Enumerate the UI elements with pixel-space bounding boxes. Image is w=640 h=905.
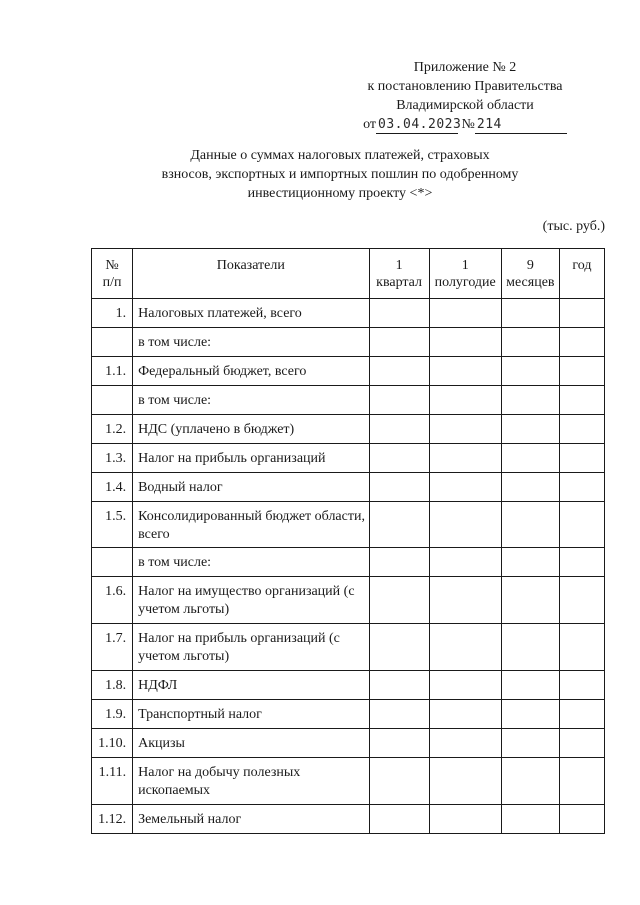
table-row [92, 386, 605, 415]
number-sign: № [461, 117, 475, 132]
row-label: в том числе: [138, 335, 212, 350]
row-label: Налог на прибыль организаций (с учетом льготы) [138, 631, 340, 664]
value-cell-h1 [429, 624, 501, 671]
row-label-cell [133, 805, 369, 834]
value-cell-q1 [369, 805, 429, 834]
row-number: 1.6. [105, 584, 127, 599]
row-number [92, 328, 126, 334]
row-number: 1.3. [105, 451, 127, 466]
row-label-cell [133, 415, 369, 444]
value-cell-h1 [429, 548, 501, 577]
row-number-cell [92, 548, 133, 577]
header-number-abbr: п/п [102, 275, 122, 290]
row-number [92, 548, 126, 554]
value-cell-m9 [501, 357, 559, 386]
table-row [92, 548, 605, 577]
value-cell-h1 [429, 671, 501, 700]
table-row [92, 444, 605, 473]
value-cell-q1 [369, 624, 429, 671]
row-label-cell [133, 548, 369, 577]
row-label-cell [133, 357, 369, 386]
value-cell-year [559, 386, 604, 415]
value-cell-m9 [501, 328, 559, 357]
title-line-2: взносов, экспортных и импортных пошлин по одобренному [161, 167, 519, 182]
header-year-label: год [572, 258, 592, 273]
table-row [92, 758, 605, 805]
value-cell-m9 [501, 805, 559, 834]
value-cell-q1 [369, 444, 429, 473]
table-row [92, 473, 605, 502]
table-row [92, 415, 605, 444]
units-label: (тыс. руб.) [542, 219, 605, 234]
row-label-cell [133, 671, 369, 700]
value-cell-m9 [501, 729, 559, 758]
title-line-1: Данные о суммах налоговых платежей, страховых [190, 148, 490, 163]
row-label: в том числе: [138, 393, 212, 408]
header-h1-num: 1 [461, 258, 469, 273]
value-cell-m9 [501, 502, 559, 548]
row-number-cell [92, 415, 133, 444]
header-number [92, 249, 133, 299]
from-label: от [363, 117, 377, 132]
row-label-cell [133, 729, 369, 758]
value-cell-h1 [429, 805, 501, 834]
row-number: 1.8. [105, 678, 127, 693]
appendix-region: Владимирской области [396, 98, 534, 113]
value-cell-year [559, 415, 604, 444]
value-cell-h1 [429, 386, 501, 415]
value-cell-year [559, 357, 604, 386]
row-number: 1.1. [105, 364, 127, 379]
row-number-cell [92, 758, 133, 805]
value-cell-h1 [429, 299, 501, 328]
row-label: НДФЛ [138, 678, 178, 693]
value-cell-q1 [369, 548, 429, 577]
header-year [559, 249, 604, 299]
row-label-cell [133, 502, 369, 548]
value-cell-m9 [501, 548, 559, 577]
tax-data-table [91, 248, 605, 834]
title-line-3: инвестиционному проекту <*> [247, 186, 433, 201]
value-cell-year [559, 805, 604, 834]
table-row [92, 328, 605, 357]
value-cell-year [559, 444, 604, 473]
table-row [92, 624, 605, 671]
value-cell-q1 [369, 386, 429, 415]
value-cell-q1 [369, 700, 429, 729]
row-label: Транспортный налог [138, 707, 262, 722]
value-cell-q1 [369, 729, 429, 758]
row-label: Федеральный бюджет, всего [138, 364, 307, 379]
row-label: в том числе: [138, 555, 212, 570]
appendix-title: Приложение № 2 [413, 60, 517, 75]
row-number-cell [92, 577, 133, 624]
appendix-header [300, 58, 630, 134]
value-cell-m9 [501, 624, 559, 671]
value-cell-h1 [429, 328, 501, 357]
row-label-cell [133, 386, 369, 415]
value-cell-q1 [369, 671, 429, 700]
row-label: Земельный налог [138, 812, 242, 827]
header-indicators-label: Показатели [216, 258, 285, 273]
row-number-cell [92, 473, 133, 502]
row-number: 1.9. [105, 707, 127, 722]
header-m9 [501, 249, 559, 299]
value-cell-year [559, 299, 604, 328]
row-label-cell [133, 473, 369, 502]
row-number-cell [92, 671, 133, 700]
row-label: Налог на имущество организаций (с учетом льготы) [138, 584, 355, 617]
header-m9-label: месяцев [506, 275, 555, 290]
header-number-sign: № [105, 258, 119, 273]
value-cell-m9 [501, 758, 559, 805]
row-label: Консолидированный бюджет области, всего [138, 509, 365, 542]
document-title [140, 146, 540, 203]
value-cell-year [559, 700, 604, 729]
value-cell-year [559, 548, 604, 577]
header-q1-label: квартал [376, 275, 423, 290]
row-number-cell [92, 502, 133, 548]
row-number-cell [92, 444, 133, 473]
value-cell-year [559, 671, 604, 700]
table-row [92, 805, 605, 834]
value-cell-m9 [501, 386, 559, 415]
value-cell-q1 [369, 758, 429, 805]
value-cell-h1 [429, 729, 501, 758]
row-label-cell [133, 758, 369, 805]
row-number [92, 386, 126, 392]
value-cell-q1 [369, 577, 429, 624]
value-cell-q1 [369, 299, 429, 328]
value-cell-h1 [429, 357, 501, 386]
row-number-cell [92, 357, 133, 386]
value-cell-h1 [429, 758, 501, 805]
table-row [92, 502, 605, 548]
value-cell-year [559, 624, 604, 671]
row-number: 1.2. [105, 422, 127, 437]
row-number-cell [92, 299, 133, 328]
row-number-cell [92, 328, 133, 357]
row-number: 1.12. [98, 812, 127, 827]
row-number: 1.10. [98, 736, 127, 751]
row-label: Водный налог [138, 480, 223, 495]
table-header-row [92, 249, 605, 299]
value-cell-h1 [429, 473, 501, 502]
value-cell-q1 [369, 473, 429, 502]
row-number-cell [92, 729, 133, 758]
value-cell-h1 [429, 700, 501, 729]
row-number-cell [92, 624, 133, 671]
header-h1 [429, 249, 501, 299]
row-label-cell [133, 328, 369, 357]
value-cell-year [559, 758, 604, 805]
header-q1-num: 1 [395, 258, 403, 273]
row-number: 1.4. [105, 480, 127, 495]
value-cell-h1 [429, 444, 501, 473]
value-cell-h1 [429, 502, 501, 548]
value-cell-m9 [501, 415, 559, 444]
value-cell-q1 [369, 415, 429, 444]
value-cell-year [559, 502, 604, 548]
appendix-date-line [300, 115, 630, 134]
value-cell-q1 [369, 357, 429, 386]
value-cell-q1 [369, 328, 429, 357]
header-indicators [133, 249, 369, 299]
row-label-cell [133, 444, 369, 473]
row-label-cell [133, 299, 369, 328]
row-label: Налог на добычу полезных ископаемых [138, 765, 301, 798]
row-number: 1. [115, 306, 127, 321]
value-cell-m9 [501, 577, 559, 624]
row-number-cell [92, 805, 133, 834]
value-cell-m9 [501, 700, 559, 729]
decree-date: 03.04.2023 [378, 117, 462, 132]
row-label: Налог на прибыль организаций [138, 451, 326, 466]
row-label: Акцизы [138, 736, 185, 751]
row-label-cell [133, 624, 369, 671]
value-cell-h1 [429, 415, 501, 444]
header-h1-label: полугодие [434, 275, 496, 290]
value-cell-m9 [501, 473, 559, 502]
row-label-cell [133, 700, 369, 729]
appendix-decree: к постановлению Правительства [367, 79, 563, 94]
row-label: НДС (уплачено в бюджет) [138, 422, 295, 437]
header-q1 [369, 249, 429, 299]
table-row [92, 729, 605, 758]
value-cell-m9 [501, 444, 559, 473]
header-m9-num: 9 [526, 258, 534, 273]
table-row [92, 299, 605, 328]
decree-number: 214 [475, 117, 567, 134]
value-cell-year [559, 729, 604, 758]
row-label: Налоговых платежей, всего [138, 306, 302, 321]
row-number-cell [92, 700, 133, 729]
row-number: 1.5. [105, 509, 127, 524]
value-cell-year [559, 473, 604, 502]
table-row [92, 671, 605, 700]
value-cell-q1 [369, 502, 429, 548]
row-number: 1.7. [105, 631, 127, 646]
table-row [92, 357, 605, 386]
value-cell-year [559, 328, 604, 357]
row-number-cell [92, 386, 133, 415]
value-cell-h1 [429, 577, 501, 624]
value-cell-m9 [501, 299, 559, 328]
row-label-cell [133, 577, 369, 624]
table-row [92, 577, 605, 624]
value-cell-m9 [501, 671, 559, 700]
table-row [92, 700, 605, 729]
row-number: 1.11. [98, 765, 127, 780]
value-cell-year [559, 577, 604, 624]
